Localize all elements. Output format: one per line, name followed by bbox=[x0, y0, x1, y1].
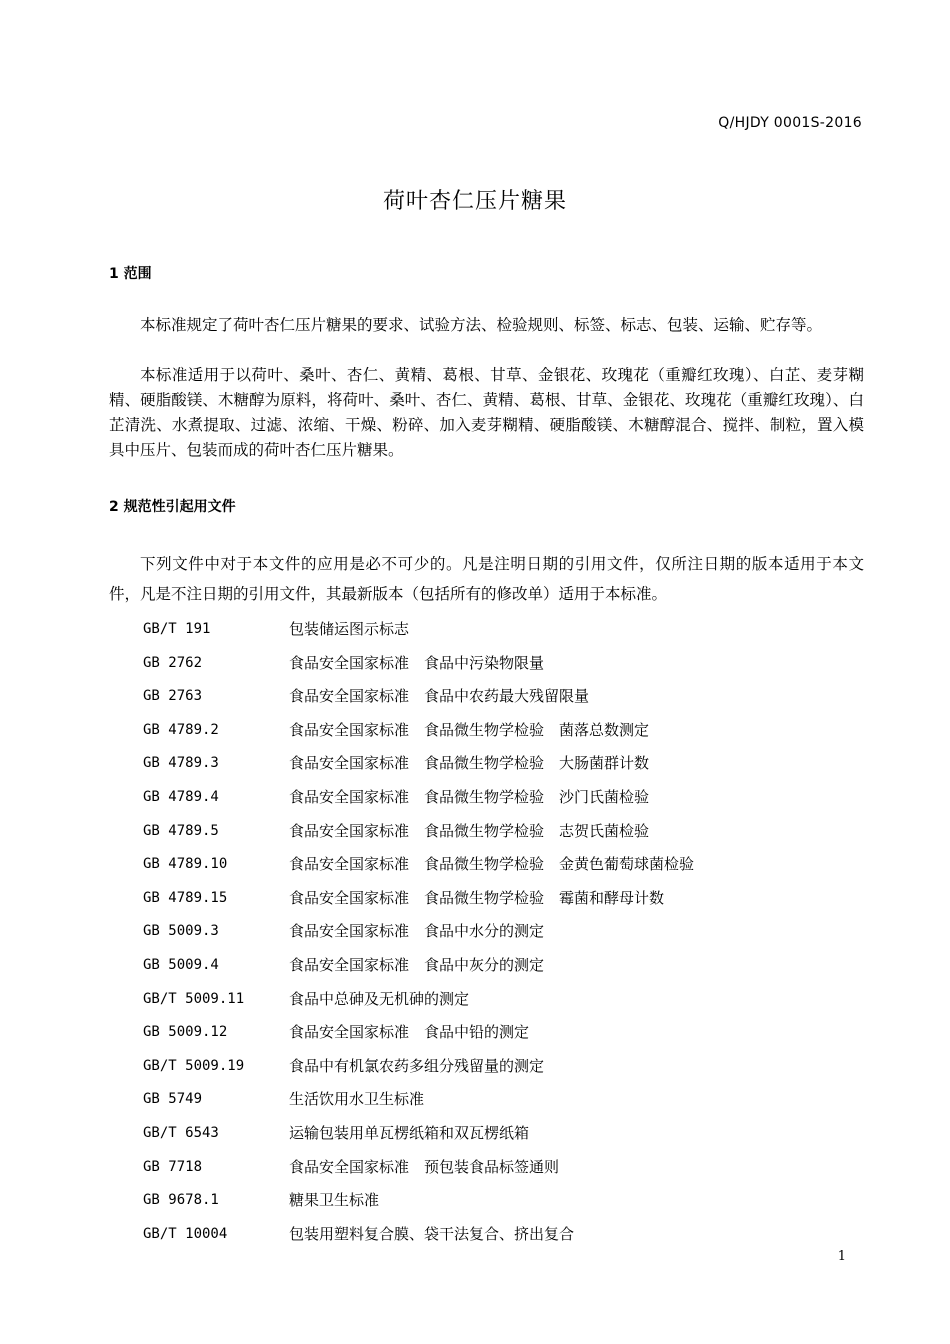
reference-item bbox=[143, 1189, 694, 1223]
reference-code: GB 4789.4 bbox=[143, 788, 219, 805]
reference-code: GB 4789.10 bbox=[143, 856, 228, 873]
document-title: 荷叶杏仁压片糖果 bbox=[382, 189, 567, 214]
reference-item bbox=[143, 1088, 694, 1122]
reference-item bbox=[143, 1223, 694, 1257]
reference-code: GB 9678.1 bbox=[143, 1192, 219, 1209]
reference-code: GB/T 6543 bbox=[143, 1124, 219, 1141]
section-heading-scope: 1 范围 bbox=[109, 266, 152, 282]
reference-title: 食品安全国家标准 食品微生物学检验 志贺氏菌检验 bbox=[289, 821, 650, 840]
reference-code: GB 5749 bbox=[143, 1091, 203, 1108]
scope-paragraph-2: 本标准适用于以荷叶、桑叶、杏仁、黄精、葛根、甘草、金银花、玫瑰花（重瓣红玫瑰）、白芷、麦芽糊精、硬脂酸镁、木糖醇为原料，将荷叶、桑叶、杏仁、黄精、葛根、甘草、金银花、玫瑰花（重瓣红玫瑰）、白芷清洗、水煮提取、过滤、浓缩、干燥、粉碎、加入麦芽糊精、硬脂酸镁、木糖醇混合、搅拌、制粒，置入模具中压片、包装而成的荷叶杏仁压片糖果。 bbox=[109, 366, 864, 459]
reference-title: 食品安全国家标准 食品中农药最大残留限量 bbox=[289, 687, 590, 706]
reference-code: GB 2762 bbox=[143, 654, 203, 671]
reference-code: GB/T 5009.19 bbox=[143, 1057, 245, 1074]
reference-item bbox=[143, 786, 694, 820]
reference-item bbox=[143, 618, 694, 652]
reference-title: 食品安全国家标准 食品微生物学检验 霉菌和酵母计数 bbox=[289, 888, 665, 907]
reference-title: 食品安全国家标准 预包装食品标签通则 bbox=[289, 1157, 560, 1176]
reference-code: GB 4789.15 bbox=[143, 889, 228, 906]
reference-title: 运输包装用单瓦楞纸箱和双瓦楞纸箱 bbox=[289, 1123, 530, 1142]
reference-item bbox=[143, 1055, 694, 1089]
reference-code: GB 5009.3 bbox=[143, 923, 219, 940]
reference-title: 食品安全国家标准 食品中污染物限量 bbox=[289, 653, 545, 672]
reference-item bbox=[143, 685, 694, 719]
section-heading-references: 2 规范性引起用文件 bbox=[109, 499, 236, 515]
reference-code: GB 5009.4 bbox=[143, 956, 219, 973]
reference-code: GB 2763 bbox=[143, 688, 203, 705]
reference-item bbox=[143, 954, 694, 988]
reference-code: GB/T 10004 bbox=[143, 1225, 228, 1242]
standard-code: Q/HJDY 0001S-2016 bbox=[718, 115, 862, 131]
reference-item bbox=[143, 988, 694, 1022]
reference-code: GB 5009.12 bbox=[143, 1024, 228, 1041]
reference-code: GB 7718 bbox=[143, 1158, 203, 1175]
reference-title: 食品安全国家标准 食品中铅的测定 bbox=[289, 1023, 530, 1042]
references-intro: 下列文件中对于本文件的应用是必不可少的。凡是注明日期的引用文件，仅所注日期的版本适用于本文件，凡是不注日期的引用文件，其最新版本（包括所有的修改单）适用于本标准。 bbox=[109, 555, 864, 603]
reference-item bbox=[143, 652, 694, 686]
reference-item bbox=[143, 853, 694, 887]
reference-title: 食品安全国家标准 食品微生物学检验 沙门氏菌检验 bbox=[289, 787, 650, 806]
reference-title: 食品安全国家标准 食品微生物学检验 大肠菌群计数 bbox=[289, 754, 650, 773]
reference-title: 食品安全国家标准 食品中灰分的测定 bbox=[289, 955, 545, 974]
reference-code: GB 4789.5 bbox=[143, 822, 219, 839]
reference-item bbox=[143, 1156, 694, 1190]
reference-item bbox=[143, 1122, 694, 1156]
reference-item bbox=[143, 887, 694, 921]
reference-item bbox=[143, 820, 694, 854]
reference-code: GB 4789.2 bbox=[143, 721, 219, 738]
reference-title: 食品安全国家标准 食品微生物学检验 金黄色葡萄球菌检验 bbox=[289, 855, 695, 874]
reference-list bbox=[143, 618, 694, 1256]
reference-title: 包装储运图示标志 bbox=[289, 620, 410, 638]
reference-title: 食品安全国家标准 食品中水分的测定 bbox=[289, 922, 545, 941]
reference-item bbox=[143, 719, 694, 753]
reference-code: GB/T 5009.11 bbox=[143, 990, 245, 1007]
reference-title: 食品中总砷及无机砷的测定 bbox=[289, 989, 470, 1008]
reference-item bbox=[143, 752, 694, 786]
reference-code: GB 4789.3 bbox=[143, 755, 219, 772]
reference-code: GB/T 191 bbox=[143, 621, 211, 637]
scope-paragraph-1: 本标准规定了荷叶杏仁压片糖果的要求、试验方法、检验规则、标签、标志、包装、运输、贮存等。 bbox=[140, 316, 823, 334]
reference-title: 食品中有机氯农药多组分残留量的测定 bbox=[289, 1056, 545, 1075]
reference-title: 包装用塑料复合膜、袋干法复合、挤出复合 bbox=[289, 1224, 575, 1243]
reference-item bbox=[143, 920, 694, 954]
reference-title: 糖果卫生标准 bbox=[289, 1191, 380, 1210]
reference-title: 食品安全国家标准 食品微生物学检验 菌落总数测定 bbox=[289, 720, 650, 739]
page-number: 1 bbox=[837, 1249, 846, 1264]
reference-item bbox=[143, 1021, 694, 1055]
reference-title: 生活饮用水卫生标准 bbox=[289, 1090, 425, 1109]
